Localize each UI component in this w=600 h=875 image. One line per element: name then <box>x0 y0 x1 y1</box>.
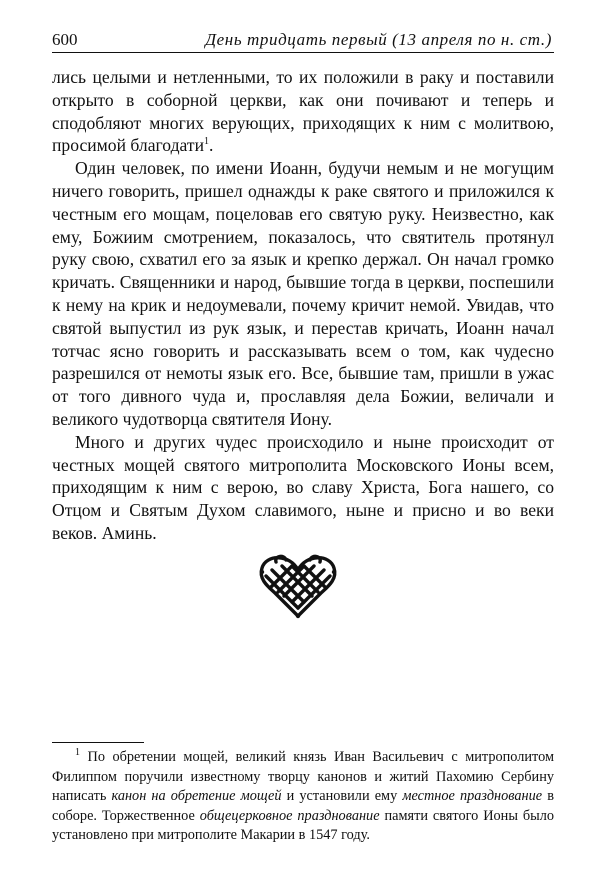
footnote-segment: в соборе. Торжественное <box>52 788 554 824</box>
footnote-separator <box>52 742 144 743</box>
footnote-reference: 1 <box>204 136 209 148</box>
page-number: 600 <box>52 30 78 49</box>
footnote-text <box>52 748 554 846</box>
paragraph-1-text: лись целыми и нетленными, то их положили в раку и поставили открыто в соборной церкви, как они почивают и теперь и сподобляют многих верующих, приходящих к ним с молитвою, просимой благодати <box>52 67 554 156</box>
knot-ornament-icon <box>256 552 340 620</box>
footnote <box>52 748 554 846</box>
running-title: День тридцать первый (13 апреля по н. ст.) <box>205 30 552 49</box>
footnote-segment: памяти святого Ионы было установлено при митрополите Макарии в 1547 году. <box>52 807 555 844</box>
footnote-segment: и установили ему <box>281 788 403 805</box>
footnote-segment: По обретении мощей, великий князь Иван Васильевич с митрополитом Филиппом поручили известному творцу канонов и житий Пахомию Сербину написать <box>52 749 554 805</box>
paragraph-2: Один человек, по имени Иоанн, будучи немым и не могущим ничего говорить, пришел однажды к раке святого и приложился к честным его мощам, поцеловав его святую руку. Неизвестно, как ему, Божиим смотрением, показалось, что святитель протянул руку свою, схватил его за язык и крепко держал. Он начал громко кричать. Священники и народ, бывшие тогда в церкви, поспешили к нему на крик и недоумевали, почему кричит немой. Увидав, что святой выпустил из рук язык, и перестав кричать, Иоанн начал тотчас ясно говорить и рассказывать всем о том, как чудесно разрешился от немоты язык его. Все, бывшие там, пришли в ужас от того дивного чуда и, прославляя дела Божии, величали и великого чудотворца святителя Иону. <box>52 158 554 429</box>
paragraph-3: Много и других чудес происходило и ныне происходит от честных мощей святого митрополита Московского Ионы всем, приходящим к ним с верою, во славу Христа, Бога нашего, со Отцом и Святым Духом славимого, ныне и присно и во веки веков. Аминь. <box>52 431 554 543</box>
paragraph-1: лись целыми и нетленными, то их положили в раку и поставили открыто в соборной церкви, как они почивают и теперь и сподобляют многих верующих, приходящих к ним с молитвою, просимой благодати$^1$. <box>52 67 554 156</box>
footnote-marker: 1 <box>75 747 80 759</box>
footnote-italic-term: местное празднование <box>402 788 543 805</box>
footnote-italic-term: общецерковное празднование <box>199 807 380 824</box>
main-text <box>52 66 554 545</box>
page-header <box>52 30 554 53</box>
footnote-italic-term: канон на обретение мощей <box>111 788 282 805</box>
